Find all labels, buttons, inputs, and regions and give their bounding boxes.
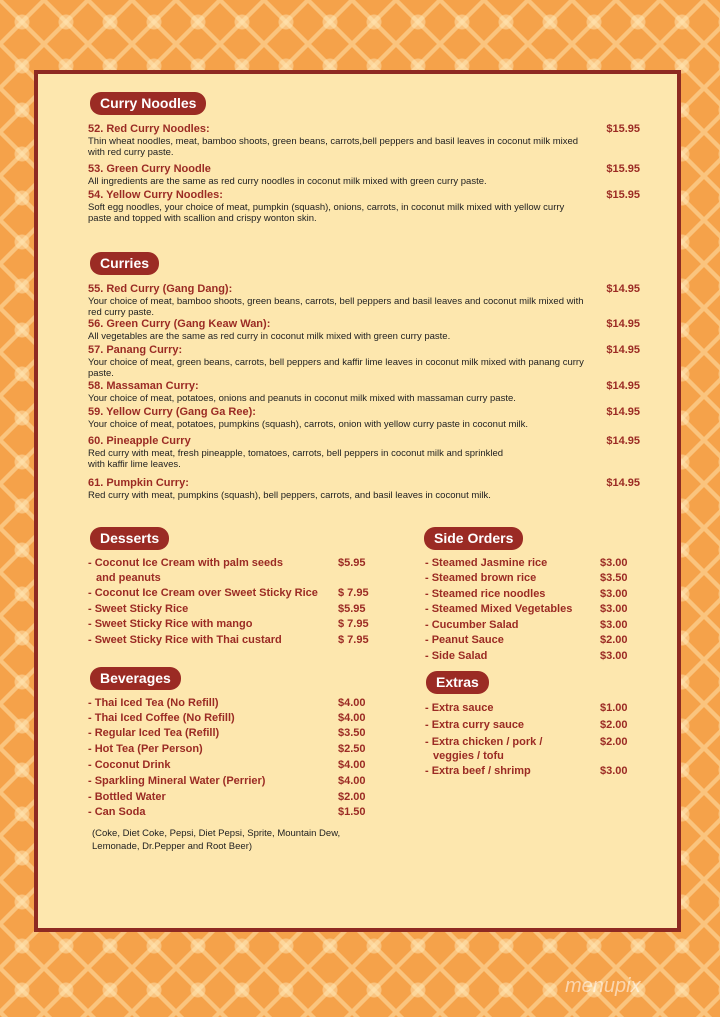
list-item: - Extra curry sauce $2.00 [425, 719, 628, 731]
list-item: - Sweet Sticky Rice with Thai custard $ 7.95 [88, 634, 369, 646]
list-item: - Peanut Sauce $2.00 [425, 634, 628, 646]
soda-note: (Coke, Diet Coke, Pepsi, Diet Pepsi, Sprite, Mountain Dew, Lemonade, Dr.Pepper and Root Beer) [92, 828, 341, 852]
list-item: - Bottled Water $2.00 [88, 791, 366, 803]
list-item: - Cucumber Salad $3.00 [425, 619, 628, 631]
menu-item: 60. Pineapple Curry $14.95 Red curry with meat, fresh pineapple, tomatoes, carrots, bell peppers in coconut milk and sprinkled with kaffir lime leaves. [88, 435, 640, 470]
list-item: - Side Salad $3.00 [425, 650, 628, 662]
watermark: menupix [565, 975, 641, 997]
curry-noodles-header: Curry Noodles [90, 92, 206, 115]
list-item: - Can Soda $1.50 [88, 806, 366, 818]
menu-item: 55. Red Curry (Gang Dang): $14.95 Your choice of meat, bamboo shoots, green beans, carrots, bell peppers and basil leaves and coconut milk mixed with red curry paste. [88, 283, 640, 318]
list-item: - Extra chicken / pork / $2.00 [425, 736, 628, 748]
list-item: - Coconut Drink $4.00 [88, 759, 366, 771]
list-item: - Steamed rice noodles $3.00 [425, 588, 628, 600]
menu-item: 57. Panang Curry: $14.95 Your choice of meat, green beans, carrots, bell peppers and kaffir lime leaves in coconut milk mixed with panang curry paste. [88, 344, 640, 379]
list-item: - Coconut Ice Cream over Sweet Sticky Rice $ 7.95 [88, 587, 369, 599]
menu-item: 54. Yellow Curry Noodles: $15.95 Soft egg noodles, your choice of meat, pumpkin (squash), onions, carrots, in coconut milk mixed with yellow curry paste and topped with scallion and crispy wonton skin. [88, 189, 640, 224]
list-item: - Steamed Jasmine rice $3.00 [425, 557, 628, 569]
extras-header: Extras [426, 671, 489, 694]
menu-item: 61. Pumpkin Curry: $14.95 Red curry with meat, pumpkins (squash), bell peppers, carrots, and basil leaves in coconut milk. [88, 477, 640, 501]
list-item: and peanuts [96, 572, 161, 584]
list-item: - Sweet Sticky Rice $5.95 [88, 603, 366, 615]
list-item: - Coconut Ice Cream with palm seeds $5.95 [88, 557, 366, 569]
beverages-header: Beverages [90, 667, 181, 690]
menu-item: 59. Yellow Curry (Gang Ga Ree): $14.95 Your choice of meat, potatoes, pumpkins (squash), carrots, onion with yellow curry paste in coconut milk. [88, 406, 640, 430]
curries-header: Curries [90, 252, 159, 275]
list-item: - Steamed brown rice $3.50 [425, 572, 628, 584]
list-item: - Extra sauce $1.00 [425, 702, 628, 714]
list-item: - Hot Tea (Per Person) $2.50 [88, 743, 366, 755]
list-item: - Extra beef / shrimp $3.00 [425, 765, 628, 777]
list-item: - Thai Iced Coffee (No Refill) $4.00 [88, 712, 366, 724]
list-item: veggies / tofu [433, 750, 504, 762]
list-item: - Sparkling Mineral Water (Perrier) $4.00 [88, 775, 366, 787]
list-item: - Thai Iced Tea (No Refill) $4.00 [88, 697, 366, 709]
list-item: - Steamed Mixed Vegetables $3.00 [425, 603, 628, 615]
menu-item: 58. Massaman Curry: $14.95 Your choice of meat, potatoes, onions and peanuts in coconut milk mixed with massaman curry paste. [88, 380, 640, 404]
list-item: - Sweet Sticky Rice with mango $ 7.95 [88, 618, 369, 630]
list-item: - Regular Iced Tea (Refill) $3.50 [88, 727, 366, 739]
menu-item: 56. Green Curry (Gang Keaw Wan): $14.95 All vegetables are the same as red curry in coconut milk mixed with green curry paste. [88, 318, 640, 342]
menu-item: 53. Green Curry Noodle $15.95 All ingredients are the same as red curry noodles in coconut milk mixed with green curry paste. [88, 163, 640, 187]
menu-item: 52. Red Curry Noodles: $15.95 Thin wheat noodles, meat, bamboo shoots, green beans, carrots,bell peppers and basil leaves in coconut milk mixed with red curry paste. [88, 123, 640, 158]
desserts-header: Desserts [90, 527, 169, 550]
side-orders-header: Side Orders [424, 527, 523, 550]
